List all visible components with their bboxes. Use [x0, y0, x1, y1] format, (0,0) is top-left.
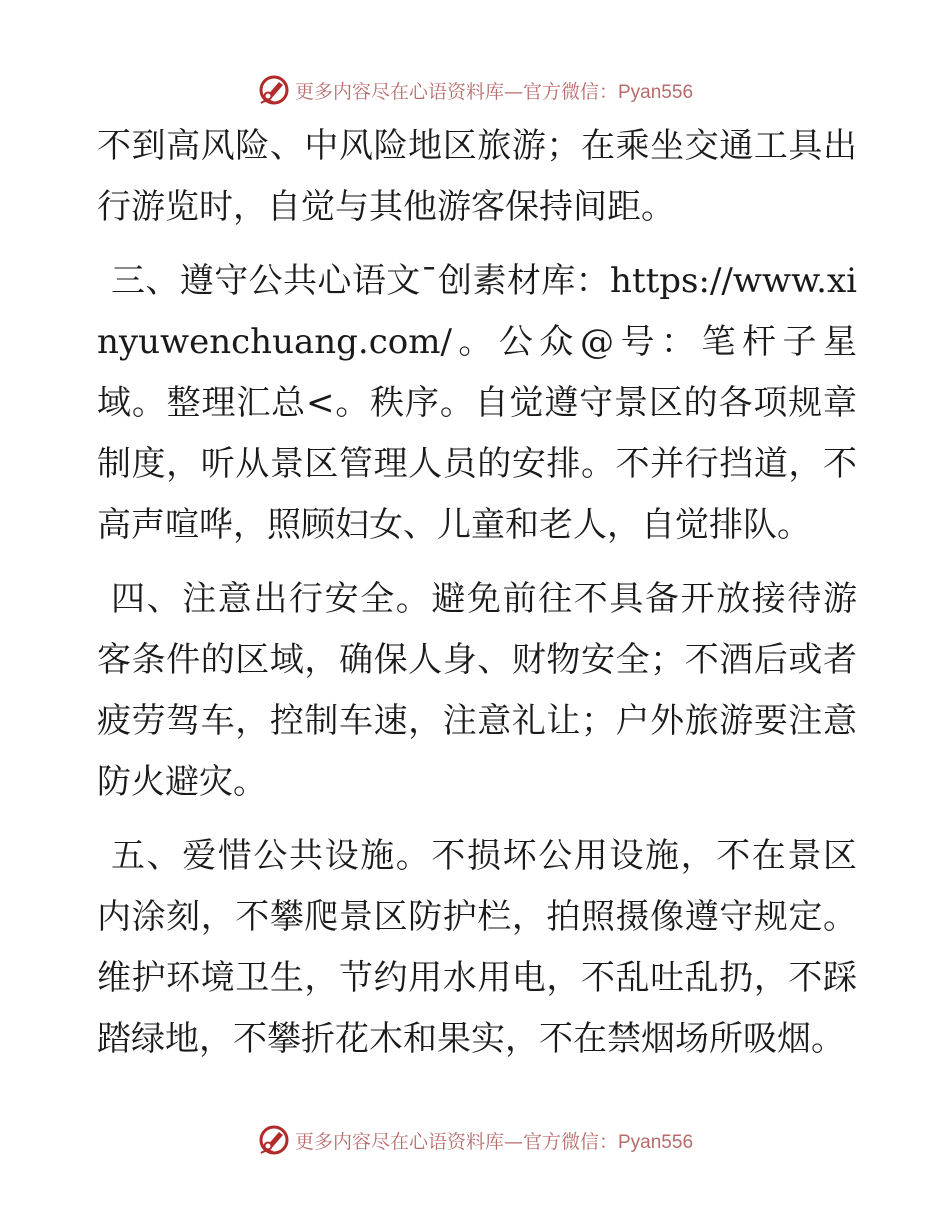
banner-label: 更多内容尽在心语资料库—官方微信：: [294, 80, 618, 103]
banner-label: 更多内容尽在心语资料库—官方微信：: [294, 1130, 618, 1153]
paragraph-4: 五、爱惜公共设施。不损坏公用设施，不在景区内涂刻，不攀爬景区防护栏，拍照摄像遵守规定。维护环境卫生，节约用水用电，不乱吐乱扔，不踩踏绿地，不攀折花木和果实，不在禁烟场所吸烟。: [97, 836, 857, 1059]
paragraph-3: 四、注意出行安全。避免前往不具备开放接待游客条件的区域，确保人身、财物安全；不酒后或者疲劳驾车，控制车速，注意礼让；户外旅游要注意防火避灾。: [97, 579, 857, 802]
banner-account: Pyan556: [618, 1131, 694, 1153]
banner-text: [295, 1127, 693, 1154]
header-banner: [0, 70, 950, 110]
footer-banner: [0, 1120, 950, 1160]
paragraph-1: 不到高风险、中风险地区旅游；在乘坐交通工具出行游览时，自觉与其他游客保持间距。: [97, 126, 857, 227]
paragraph-2: 三、遵守公共心语文¯创素材库：https://www.xinyuwenchuang.com/。公众@号：笔杆子星域。整理汇总<。秩序。自觉遵守景区的各项规章制度，听从景区管理人员的安排。不并行挡道，不高声喧哗，照顾妇女、儿童和老人，自觉排队。: [97, 261, 857, 545]
brand-logo-icon: [257, 1123, 291, 1157]
document-body: [97, 116, 857, 1070]
brand-logo-icon: [257, 73, 291, 107]
banner-account: Pyan556: [618, 81, 694, 103]
banner-text: [295, 77, 693, 104]
